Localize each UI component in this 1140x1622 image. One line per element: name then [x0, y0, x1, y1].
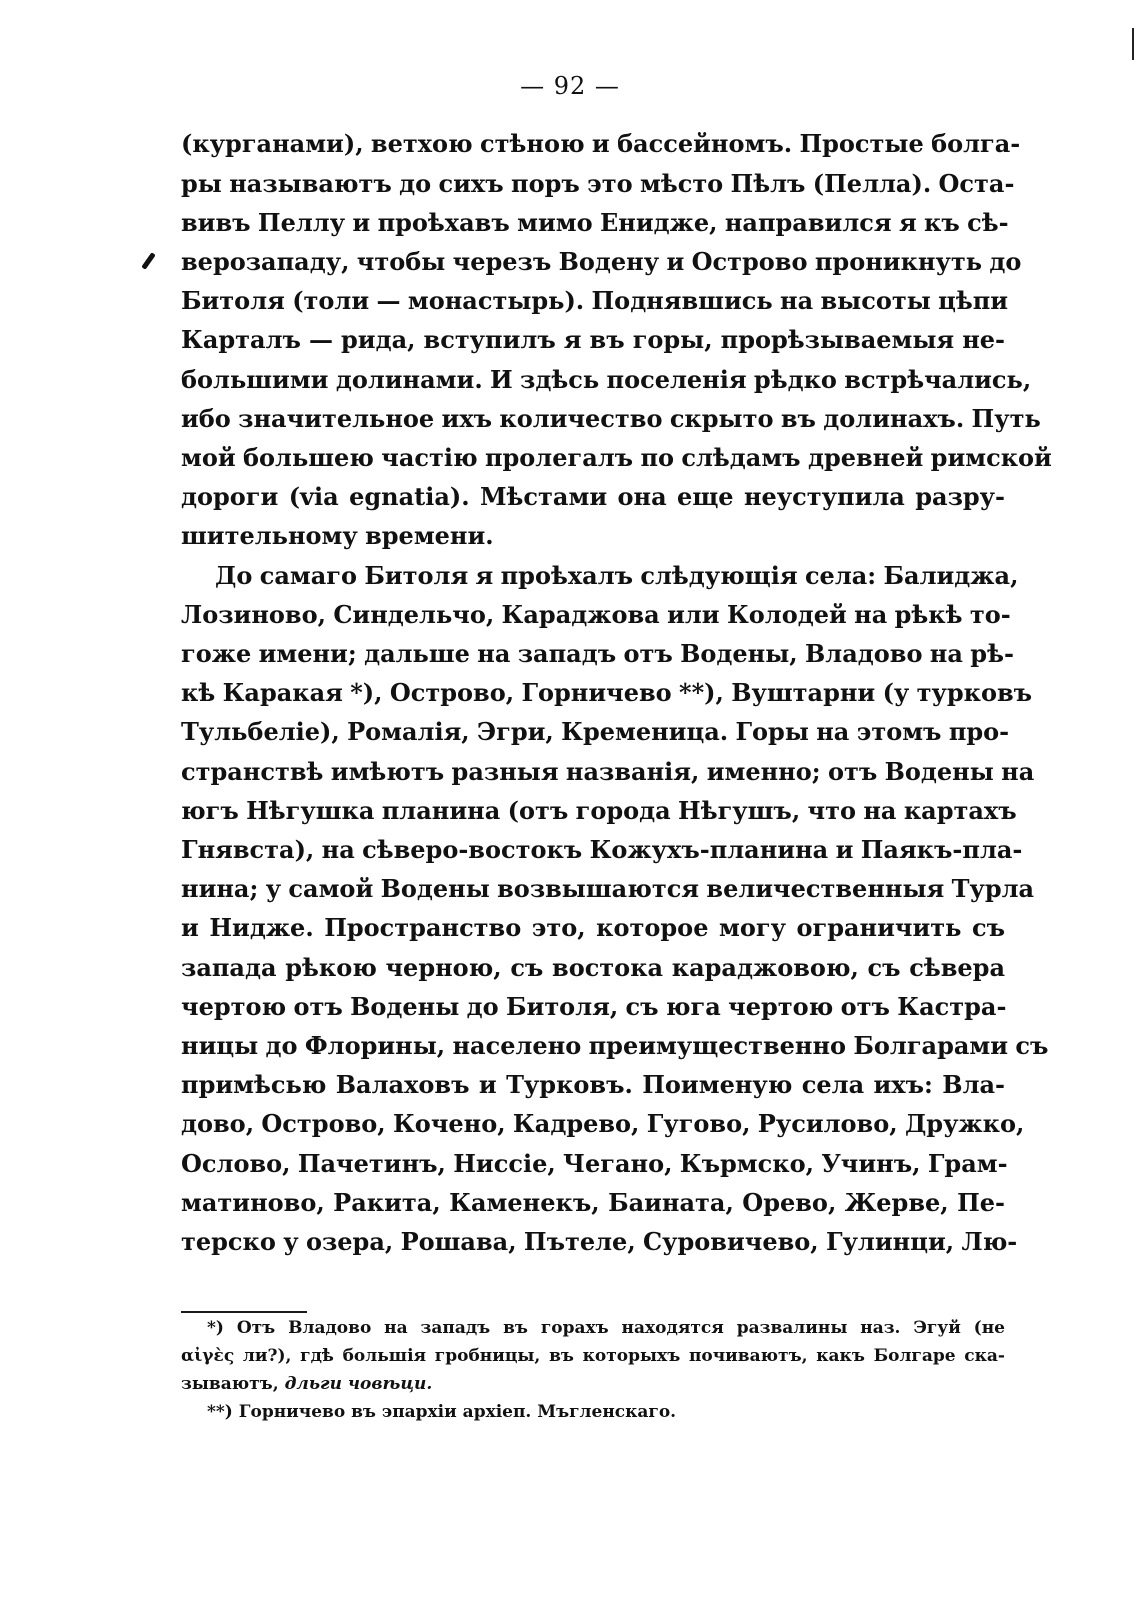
text-line: чертою отъ Водены до Битоля, съ юга чертою отъ Кастра- — [181, 992, 1007, 1021]
text-line: ры называютъ до сихъ поръ это мѣсто Пѣлъ (Пелла). Оста- — [181, 169, 1015, 198]
footnote-line — [181, 1370, 1005, 1398]
text-line: верозападу, чтобы черезъ Водену и Острово проникнуть до — [181, 247, 1022, 276]
text-line: кѣ Каракая *), Острово, Горничево **), Вуштарни (у турковъ — [181, 678, 1033, 707]
footnote-line: αἰγὲς ли?), гдѣ большія гробницы, въ которыхъ почиваютъ, какъ Болгаре ска- — [181, 1346, 1005, 1366]
text-line: и Нидже. Пространство это, которое могу ограничить съ — [181, 913, 1005, 942]
text-line: странствѣ имѣютъ разныя названія, именно; отъ Водены на — [181, 757, 1035, 786]
scan-edge-mark — [1132, 28, 1134, 60]
footnote-text: зываютъ, — [181, 1374, 279, 1394]
text-line: большими долинами. И здѣсь поселенія рѣдко встрѣчались, — [181, 365, 1032, 394]
text-line: примѣсью Валаховъ и Турковъ. Поименую села ихъ: Вла- — [181, 1070, 1005, 1099]
text-line: мой большею частію пролегалъ по слѣдамъ древней римской — [181, 443, 1052, 472]
text-line: шительному времени. — [181, 521, 494, 550]
text-line: матиново, Ракита, Каменекъ, Баината, Орево, Жерве, Пе- — [181, 1188, 1005, 1217]
text-line: запада рѣкою черною, съ востока караджовою, съ сѣвера — [181, 953, 1005, 982]
text-line: дово, Острово, Кочено, Кадрево, Гугово, Русилово, Дружко, — [181, 1109, 1025, 1138]
footnote-line: **) Горничево въ эпархіи архіеп. Мъгленскаго. — [207, 1402, 677, 1422]
text-line: Гнявста), на сѣверо-востокъ Кожухъ-планина и Паякъ-пла- — [181, 835, 1023, 864]
text-line: югъ Нѣгушка планина (отъ города Нѣгушъ, что на картахъ — [181, 796, 1017, 825]
text-line: Карталъ — рида, вступилъ я въ горы, прорѣзываемыя не- — [181, 325, 1005, 354]
text-line: терско у озера, Рошава, Пътеле, Суровичево, Гулинци, Лю- — [181, 1227, 1018, 1256]
text-line: ницы до Флорины, населено преимущественно Болгарами съ — [181, 1031, 1049, 1060]
text-line: дороги (via egnatia). Мѣстами она еще неуступила разру- — [181, 482, 1005, 511]
footnote-italic-quote: дльги човѣци. — [284, 1374, 433, 1394]
text-line: До самаго Битоля я проѣхалъ слѣдующія села: Балиджа, — [215, 561, 1019, 590]
page-number: — 92 — — [520, 72, 620, 100]
text-line: Лозиново, Синдельчо, Караджова или Колодей на рѣкѣ то- — [181, 600, 1011, 629]
text-line: (курганами), ветхою стѣною и бассейномъ. Простые болга- — [181, 129, 1021, 158]
footnote-separator — [181, 1311, 307, 1313]
text-line: Битоля (толи — монастырь). Поднявшись на высоты цѣпи — [181, 286, 1009, 315]
text-line: вивъ Пеллу и проѣхавъ мимо Енидже, направился я къ сѣ- — [181, 208, 1009, 237]
footnote-line: *) Отъ Владово на западъ въ горахъ находятся развалины наз. Эгуй (не — [207, 1318, 1005, 1338]
text-line: Ослово, Пачетинъ, Ниссіе, Чегано, Кърмско, Учинъ, Грам- — [181, 1149, 1008, 1178]
text-line: гоже имени; дальше на западъ отъ Водены, Владово на рѣ- — [181, 639, 1014, 668]
text-line: нина; у самой Водены возвышаются величественныя Турла — [181, 874, 1035, 903]
text-line: Тульбеліе), Ромалія, Эгри, Кременица. Горы на этомъ про- — [181, 717, 1010, 746]
text-line: ибо значительное ихъ количество скрыто въ долинахъ. Путь — [181, 404, 1041, 433]
margin-pencil-mark — [141, 252, 155, 270]
